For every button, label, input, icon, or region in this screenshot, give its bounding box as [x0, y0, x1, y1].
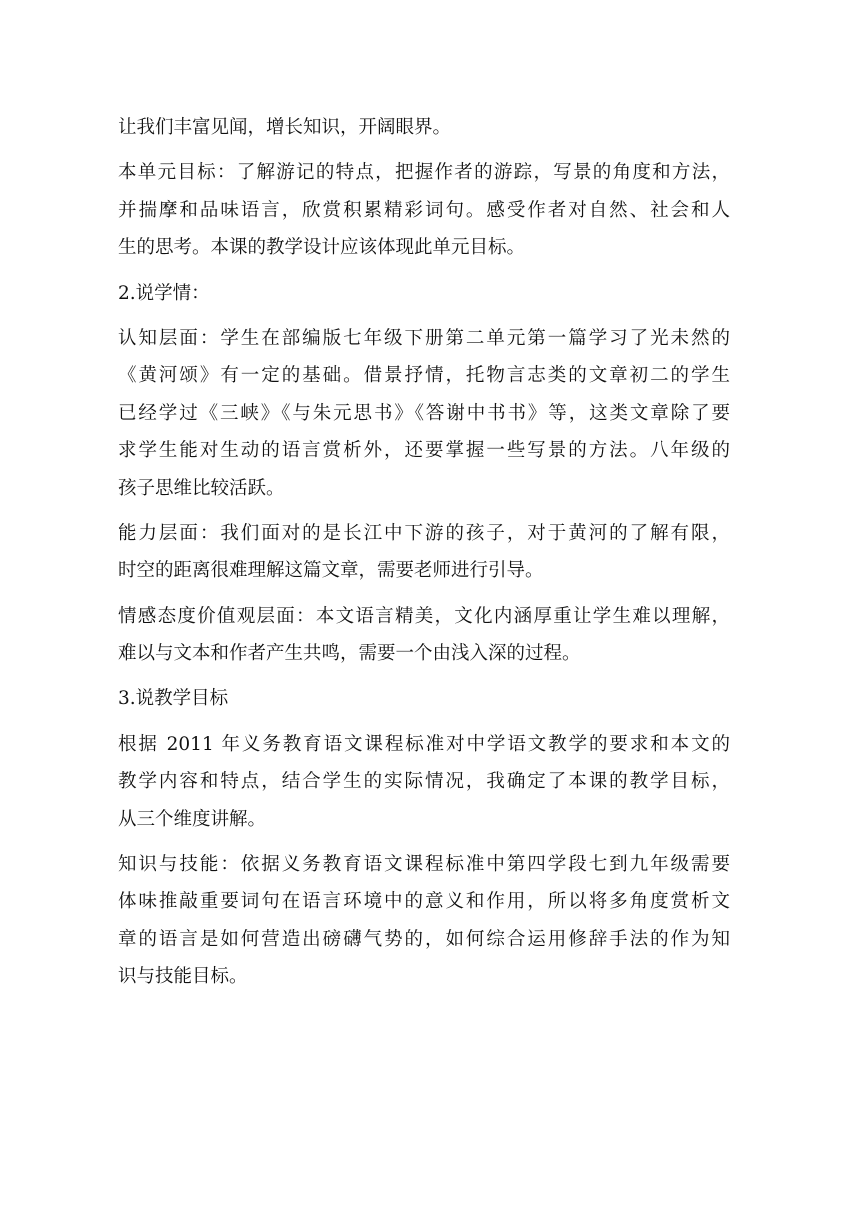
text-line: 体味推敲重要词句在语言环境中的意义和作用，所以将多角度赏析文 [118, 891, 730, 913]
text-line: 2.说学情： [118, 282, 210, 304]
text-line: 教学内容和特点，结合学生的实际情况，我确定了本课的教学目标， [118, 771, 730, 793]
paragraph-p6 [118, 598, 730, 673]
text-line: 已经学过《三峡》《与朱元思书》《答谢中书书》等，这类文章除了要 [118, 402, 730, 424]
text-line: 时空的距离很难理解这篇文章，需要老师进行引导。 [118, 560, 544, 582]
text-line: 根据 2011 年义务教育语文课程标准对中学语文教学的要求和本文的 [118, 733, 730, 755]
text-line: 情感态度价值观层面：本文语言精美，文化内涵厚重让学生难以理解， [118, 605, 730, 627]
paragraph-p8 [118, 726, 730, 838]
text-line: 孩子思维比较活跃。 [118, 477, 285, 499]
paragraph-p7 [118, 680, 730, 717]
text-line: 生的思考。本课的教学设计应该体现此单元目标。 [118, 237, 526, 259]
text-line: 从三个维度讲解。 [118, 808, 267, 830]
text-line: 并揣摩和品味语言，欣赏积累精彩词句。感受作者对自然、社会和人 [118, 199, 730, 221]
text-line: 难以与文本和作者产生共鸣，需要一个由浅入深的过程。 [118, 643, 581, 665]
text-line: 知识与技能：依据义务教育语文课程标准中第四学段七到九年级需要 [118, 854, 730, 876]
text-line: 让我们丰富见闻，增长知识，开阔眼界。 [118, 117, 452, 138]
paragraph-p3 [118, 275, 730, 312]
paragraph-p5 [118, 515, 730, 590]
text-line: 求学生能对生动的语言赏析外，还要掌握一些写景的方法。八年级的 [118, 440, 730, 462]
text-line: 认知层面：学生在部编版七年级下册第二单元第一篇学习了光未然的 [118, 327, 730, 349]
text-line: 3.说教学目标 [118, 688, 229, 710]
text-line: 本单元目标：了解游记的特点，把握作者的游踪，写景的角度和方法， [118, 162, 730, 184]
text-line: 能力层面：我们面对的是长江中下游的孩子，对于黄河的了解有限， [118, 522, 730, 544]
paragraph-p2 [118, 154, 730, 266]
text-line: 章的语言是如何营造出磅礴气势的，如何综合运用修辞手法的作为知 [118, 928, 730, 950]
document-page [118, 109, 730, 996]
paragraph-p4 [118, 320, 730, 507]
paragraph-p9 [118, 846, 730, 996]
paragraph-p1 [118, 109, 730, 146]
text-line: 《黄河颂》有一定的基础。借景抒情，托物言志类的文章初二的学生 [118, 365, 730, 387]
text-line: 识与技能目标。 [118, 966, 248, 988]
